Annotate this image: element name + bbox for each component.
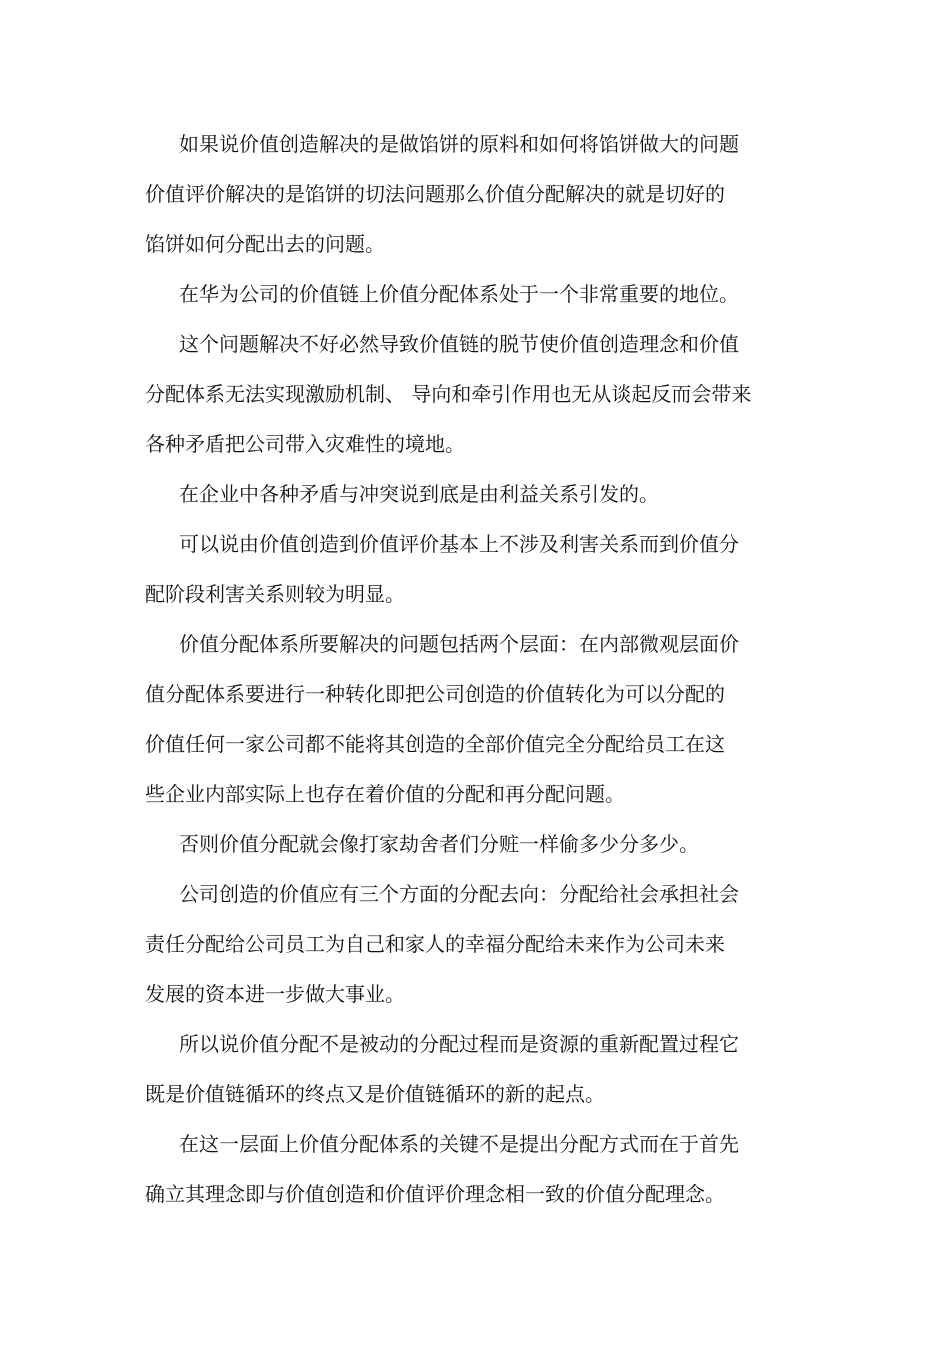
paragraph-4 [145,469,785,519]
paragraph-line: 价值评价解决的是馅饼的切法问题那么价值分配解决的就是切好的 [145,182,725,206]
paragraph-line: 值分配体系要进行一种转化即把公司创造的价值转化为可以分配的 [145,682,725,706]
paragraph-2 [145,269,785,319]
paragraph-8 [145,869,785,1019]
paragraph-line: 在这一层面上价值分配体系的关键不是提出分配方式而在于首先 [179,1132,739,1156]
paragraph-line: 既是价值链循环的终点又是价值链循环的新的起点。 [145,1082,605,1106]
paragraph-line: 各种矛盾把公司带入灾难性的境地。 [145,432,465,456]
paragraph-line: 在企业中各种矛盾与冲突说到底是由利益关系引发的。 [179,482,659,506]
paragraph-6 [145,619,785,819]
paragraph-line: 在华为公司的价值链上价值分配体系处于一个非常重要的地位。 [179,282,739,306]
paragraph-line: 所以说价值分配不是被动的分配过程而是资源的重新配置过程它 [179,1032,739,1056]
paragraph-line: 配阶段利害关系则较为明显。 [145,582,405,606]
paragraph-7 [145,819,785,869]
paragraph-10 [145,1119,785,1219]
paragraph-line: 价值任何一家公司都不能将其创造的全部价值完全分配给员工在这 [145,732,725,756]
paragraph-1 [145,119,785,269]
paragraph-line: 馅饼如何分配出去的问题。 [145,232,385,256]
paragraph-line: 责任分配给公司员工为自己和家人的幸福分配给未来作为公司未来 [145,932,725,956]
paragraph-line: 分配体系无法实现激励机制、 导向和牵引作用也无从谈起反而会带来 [145,382,752,406]
paragraph-line: 可以说由价值创造到价值评价基本上不涉及利害关系而到价值分 [179,532,739,556]
paragraph-9 [145,1019,785,1119]
paragraph-line: 发展的资本进一步做大事业。 [145,982,405,1006]
paragraph-5 [145,519,785,619]
paragraph-line: 这个问题解决不好必然导致价值链的脱节使价值创造理念和价值 [179,332,739,356]
paragraph-line: 否则价值分配就会像打家劫舍者们分赃一样偷多少分多少。 [179,832,699,856]
paragraph-line: 如果说价值创造解决的是做馅饼的原料和如何将馅饼做大的问题 [179,132,739,156]
body-text [145,119,785,1219]
paragraph-line: 确立其理念即与价值创造和价值评价理念相一致的价值分配理念。 [145,1182,725,1206]
paragraph-line: 公司创造的价值应有三个方面的分配去向：分配给社会承担社会 [179,882,739,906]
paragraph-3 [145,319,785,469]
paragraph-line: 些企业内部实际上也存在着价值的分配和再分配问题。 [145,782,625,806]
paragraph-line: 价值分配体系所要解决的问题包括两个层面：在内部微观层面价 [179,632,739,656]
